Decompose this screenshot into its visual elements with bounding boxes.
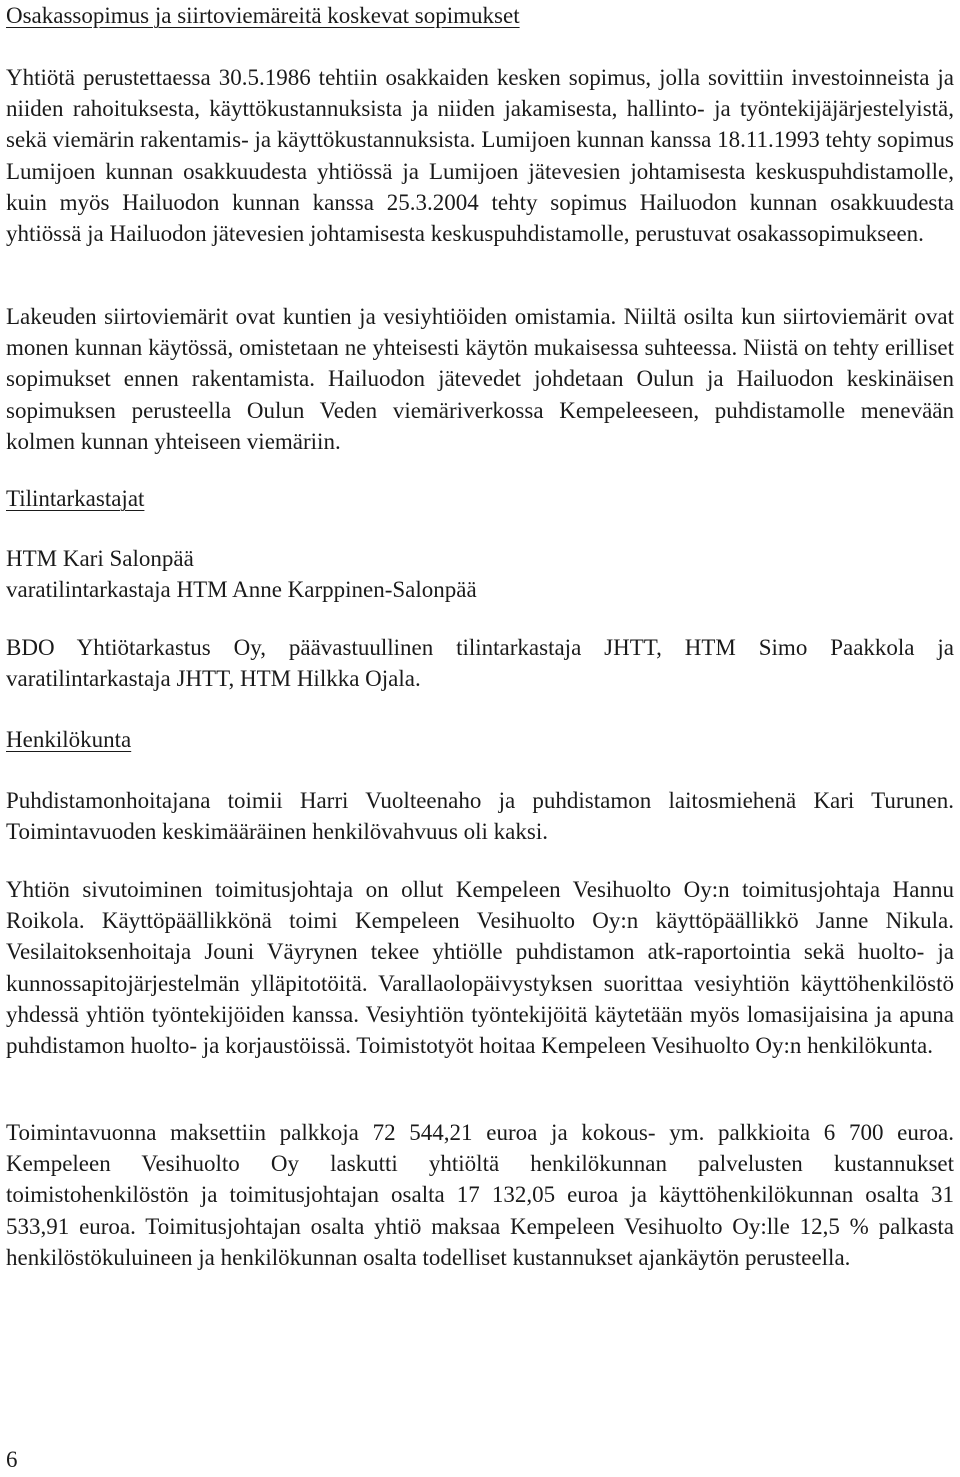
auditors-heading: Tilintarkastajat <box>6 486 145 511</box>
agreements-paragraph-2-block <box>6 301 954 457</box>
staff-paragraph-3-block <box>6 1117 954 1273</box>
page-number: 6 <box>6 1447 18 1472</box>
staff-paragraph-3: Toimintavuonna maksettiin palkkoja 72 544,21 euroa ja kokous- ym. palkkioita 6 700 euroa. Kempeleen Vesihuolto Oy laskutti yhtiöltä henkilökunnan palvelusten kustannukset toimistohenkilöstön ja toimitusjohtajan osalta 17 132,05 euroa ja käyttöhenkilökunnan osalta 31 533,91 euroa. Toimitusjohtajan osalta yhtiö maksaa Kempeleen Vesihuolto Oy:lle 12,5 % palkasta henkilöstökuluineen ja henkilökunnan osalta todelliset kustannukset ajankäytön perusteella. <box>6 1120 954 1270</box>
agreements-paragraph-1: Yhtiötä perustettaessa 30.5.1986 tehtiin osakkaiden kesken sopimus, jolla sovittiin investoinneista ja niiden rahoituksesta, käyttökustannuksista ja niiden jakamisesta, hallinto- ja työntekijäjärjestelyistä, sekä viemärin rakentamis- ja käyttökustannuksista. Lumijoen kunnan kanssa 18.11.1993 tehty sopimus Lumijoen kunnan osakkuudesta yhtiössä ja Lumijoen jätevesien johtamisesta keskuspuhdistamolle, kuin myös Hailuodon kunnan kanssa 25.3.2004 tehty sopimus Hailuodon kunnan osakkuudesta yhtiössä ja Hailuodon jätevesien johtamisesta keskuspuhdistamolle, perustuvat osakassopimukseen. <box>6 65 954 247</box>
staff-paragraph-2: Yhtiön sivutoiminen toimitusjohtaja on ollut Kempeleen Vesihuolto Oy:n toimitusjohtaja Hannu Roikola. Käyttöpäällikkönä toimi Kempeleen Vesihuolto Oy:n käyttöpäällikkö Janne Nikula. Vesilaitoksenhoitaja Jouni Väyrynen tekee yhtiölle puhdistamon atk-raportointia sekä huolto- ja kunnossapitojärjestelmän ylläpitotöitä. Varallaolopäivystyksen suorittaa vesiyhtiön käyttöhenkilöstö yhdessä yhtiön työntekijöiden kanssa. Vesiyhtiön työntekijöitä käytetään myös lomasijaisina ja apuna puhdistamon huolto- ja korjaustöissä. Toimistotyöt hoitaa Kempeleen Vesihuolto Oy:n henkilökunta. <box>6 877 954 1059</box>
auditors-paragraph: BDO Yhtiötarkastus Oy, päävastuullinen tilintarkastaja JHTT, HTM Simo Paakkola ja varatilintarkastaja JHTT, HTM Hilkka Ojala. <box>6 635 954 692</box>
staff-paragraph-1-block <box>6 785 954 847</box>
auditor-line-2: varatilintarkastaja HTM Anne Karppinen-Salonpää <box>6 577 477 603</box>
auditors-heading-block <box>6 483 954 514</box>
staff-paragraph-1: Puhdistamonhoitajana toimii Harri Vuolteenaho ja puhdistamon laitosmiehenä Kari Turunen. Toimintavuoden keskimääräinen henkilövahvuus oli kaksi. <box>6 788 954 845</box>
staff-heading: Henkilökunta <box>6 727 132 752</box>
agreements-paragraph-1-block <box>6 62 954 249</box>
staff-paragraph-2-block <box>6 874 954 1061</box>
auditors-paragraph-block <box>6 632 954 694</box>
auditor-line-1: HTM Kari Salonpää <box>6 546 194 571</box>
auditors-names-block <box>6 543 954 605</box>
agreements-heading: Osakassopimus ja siirtoviemäreitä koskevat sopimukset <box>6 3 520 28</box>
agreements-heading-block <box>6 0 954 31</box>
staff-heading-block <box>6 724 954 755</box>
agreements-paragraph-2: Lakeuden siirtoviemärit ovat kuntien ja vesiyhtiöiden omistamia. Niiltä osilta kun siirtoviemärit ovat monen kunnan käytössä, omistetaan ne yhteisesti käytön mukaisessa suhteessa. Niistä on tehty erilliset sopimukset ennen rakentamista. Hailuodon jätevedet johdetaan Oulun ja Hailuodon keskinäisen sopimuksen perusteella Oulun Veden viemäriverkossa Kempeleeseen, puhdistamolle menevään kolmen kunnan yhteiseen viemäriin. <box>6 304 954 454</box>
